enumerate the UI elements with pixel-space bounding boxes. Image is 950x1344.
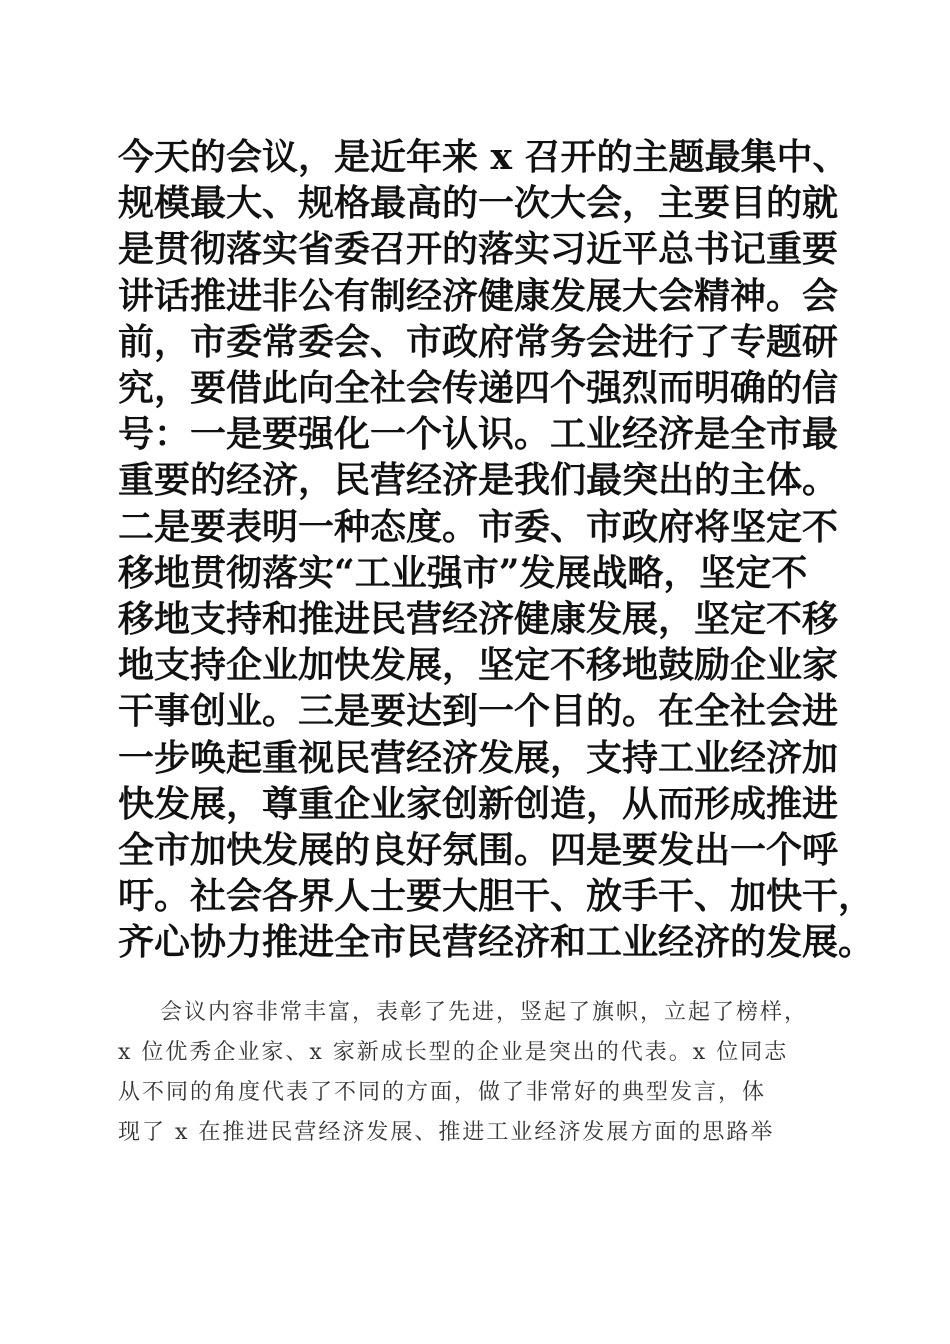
bold-paragraph-line: 快发展，尊重企业家创新创造，从而形成推进 [118,782,839,825]
bold-paragraph-line: 全市加快发展的良好氛围。四是要发出一个呼 [118,829,839,872]
bold-paragraph-line: 规模最大、规格最高的一次大会，主要目的就 [118,182,839,225]
body-paragraph-line: 会议内容非常丰富，表彰了先进，竖起了旗帜，立起了榜样， [160,1000,809,1025]
bold-paragraph [118,134,875,966]
body-paragraph-line: 从不同的角度代表了不同的方面，做了非常好的典型发言，体 [118,1080,767,1105]
bold-paragraph-line: 讲话推进非公有制经济健康发展大会精神。会 [118,274,839,317]
bold-paragraph-line: 是贯彻落实省委召开的落实习近平总书记重要 [118,228,839,271]
bold-paragraph-line: 干事创业。三是要达到一个目的。在全社会进 [118,690,839,733]
bold-paragraph-line: 前，市委常委会、市政府常务会进行了专题研 [118,320,839,363]
bold-paragraph-line: 地支持企业加快发展，坚定不移地鼓励企业家 [118,644,839,687]
bold-paragraph-line: 移地支持和推进民营经济健康发展，坚定不移 [118,598,839,641]
bold-paragraph-line: 一步唤起重视民营经济发展，支持工业经济加 [118,736,839,779]
body-paragraph [118,993,848,1153]
bold-paragraph-line: 重要的经济，民营经济是我们最突出的主体。 [118,459,839,502]
bold-paragraph-line: 二是要表明一种态度。市委、市政府将坚定不 [118,505,839,548]
body-paragraph-line: x 位优秀企业家、x 家新成长型的企业是突出的代表。x 位同志 [118,1040,789,1065]
bold-paragraph-line: 吁。社会各界人士要大胆干、放手干、加快干， [118,875,875,918]
bold-paragraph-line: 齐心协力推进全市民营经济和工业经济的发展。 [118,921,875,964]
bold-paragraph-line: 号：一是要强化一个认识。工业经济是全市最 [118,413,839,456]
body-paragraph-line: 现了 x 在推进民营经济发展、推进工业经济发展方面的思路举 [118,1120,775,1145]
bold-paragraph-line: 究，要借此向全社会传递四个强烈而明确的信 [118,367,839,410]
bold-paragraph-line: 移地贯彻落实“工业强市”发展战略，坚定不 [118,551,808,594]
bold-paragraph-line: 今天的会议，是近年来 x 召开的主题最集中、 [118,136,849,178]
